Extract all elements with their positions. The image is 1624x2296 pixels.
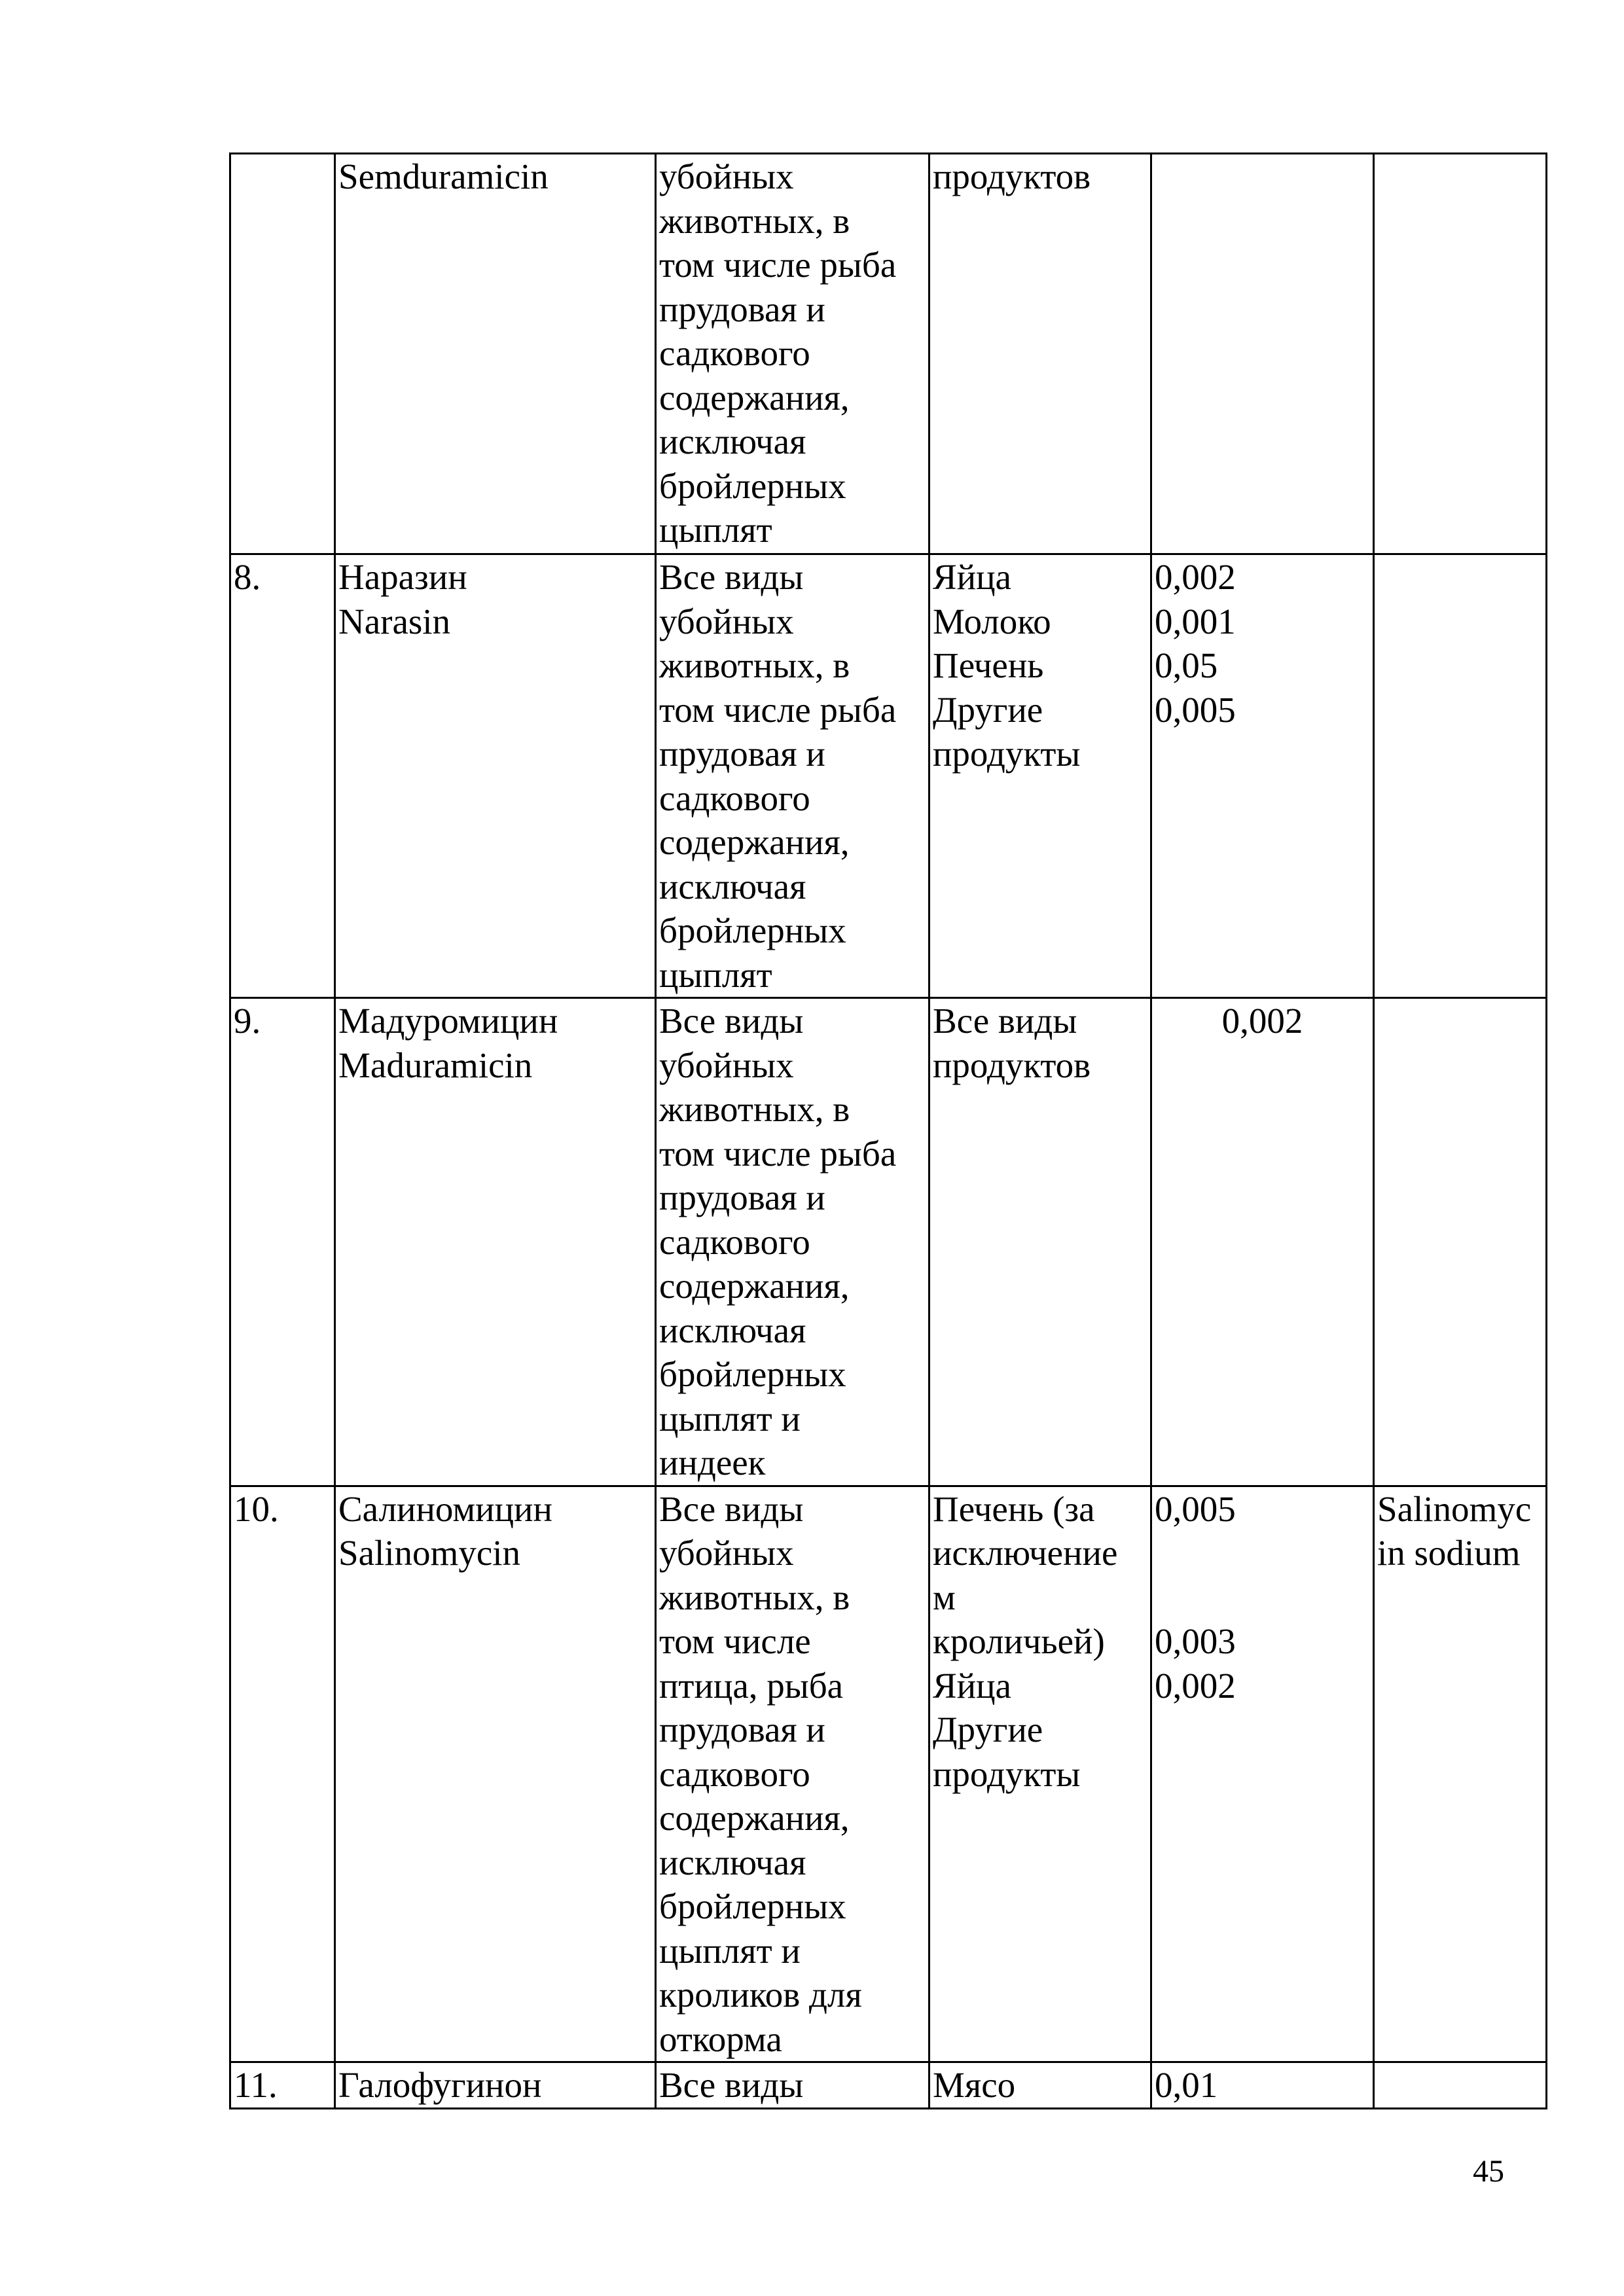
table-row bbox=[230, 2062, 1547, 2109]
table-row bbox=[230, 1486, 1547, 2062]
note-cell bbox=[1374, 998, 1547, 1486]
substance-cell: Мадуромицин Maduramicin bbox=[335, 998, 656, 1486]
number-cell: 11. bbox=[230, 2062, 335, 2109]
substance-cell: Semduramicin bbox=[335, 154, 656, 554]
number-cell: 8. bbox=[230, 554, 335, 998]
product-cell: Мясо bbox=[929, 2062, 1151, 2109]
product-cell: Печень (за исключение м кроличьей) Яйца Другие продукты bbox=[929, 1486, 1151, 2062]
note-cell: Salinomyc in sodium bbox=[1374, 1486, 1547, 2062]
product-cell: Все виды продуктов bbox=[929, 998, 1151, 1486]
number-cell bbox=[230, 154, 335, 554]
mrl-cell: 0,002 0,001 0,05 0,005 bbox=[1151, 554, 1374, 998]
species-cell: Все виды bbox=[656, 2062, 929, 2109]
table-row bbox=[230, 998, 1547, 1486]
product-cell: Яйца Молоко Печень Другие продукты bbox=[929, 554, 1151, 998]
note-cell bbox=[1374, 2062, 1547, 2109]
number-cell: 10. bbox=[230, 1486, 335, 2062]
note-cell bbox=[1374, 154, 1547, 554]
page-number: 45 bbox=[1473, 2154, 1504, 2189]
substance-cell: Наразин Narasin bbox=[335, 554, 656, 998]
mrl-table bbox=[229, 152, 1547, 2109]
substance-cell: Галофугинон bbox=[335, 2062, 656, 2109]
species-cell: Все виды убойных животных, в том числе рыба прудовая и садкового содержания, исключая бройлерных цыплят bbox=[656, 554, 929, 998]
mrl-cell: 0,01 bbox=[1151, 2062, 1374, 2109]
note-cell bbox=[1374, 554, 1547, 998]
mrl-cell: 0,002 bbox=[1151, 998, 1374, 1486]
species-cell: Все виды убойных животных, в том числе птица, рыба прудовая и садкового содержания, исключая бройлерных цыплят и кроликов для откорма bbox=[656, 1486, 929, 2062]
mrl-cell bbox=[1151, 154, 1374, 554]
table-row bbox=[230, 554, 1547, 998]
species-cell: убойных животных, в том числе рыба прудовая и садкового содержания, исключая бройлерных цыплят bbox=[656, 154, 929, 554]
mrl-cell: 0,005 0,003 0,002 bbox=[1151, 1486, 1374, 2062]
number-cell: 9. bbox=[230, 998, 335, 1486]
product-cell: продуктов bbox=[929, 154, 1151, 554]
table-row bbox=[230, 154, 1547, 554]
substance-cell: Салиномицин Salinomycin bbox=[335, 1486, 656, 2062]
species-cell: Все виды убойных животных, в том числе рыба прудовая и садкового содержания, исключая бройлерных цыплят и индеек bbox=[656, 998, 929, 1486]
